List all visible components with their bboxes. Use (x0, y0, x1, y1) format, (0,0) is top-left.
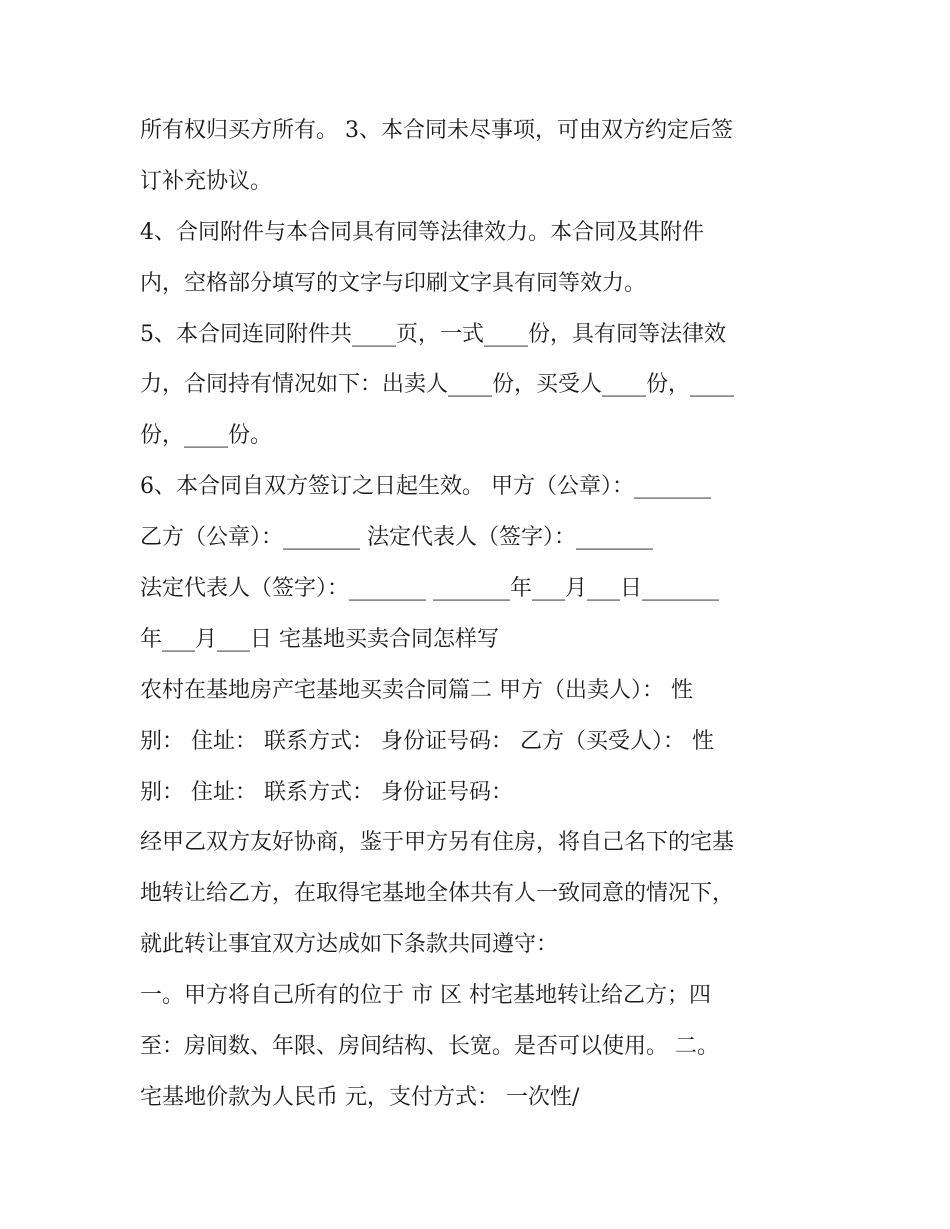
text-line: 6、本合同自双方签订之日起生效。 甲方（公章）：_______ (140, 474, 711, 500)
text-line: 法定代表人（签字）：_______ _______年___月___日_______ (140, 576, 719, 602)
text-line: 力，合同持有情况如下：出卖人____份，买受人____份，____ (140, 372, 735, 398)
text-line: 地转让给乙方，在取得宅基地全体共有人一致同意的情况下， (140, 881, 735, 907)
text-line: 别： 住址： 联系方式： 身份证号码： 乙方（买受人）： 性 (140, 728, 714, 754)
text-line: 宅基地价款为人民币 元，支付方式： 一次性/ (140, 1084, 580, 1110)
text-line: 至：房间数、年限、房间结构、长宽。是否可以使用。 二。 (140, 1034, 719, 1060)
text-line: 订补充协议。 (140, 168, 273, 194)
text-line: 别： 住址： 联系方式： 身份证号码： (140, 779, 513, 805)
text-line: 5、本合同连同附件共____页，一式____份，具有同等法律效 (140, 321, 726, 347)
text-line: 内，空格部分填写的文字与印刷文字具有同等效力。 (140, 270, 647, 296)
text-line: 4、合同附件与本合同具有同等法律效力。本合同及其附件 (140, 219, 704, 245)
text-line: 一。甲方将自己所有的位于 市 区 村宅基地转让给乙方；四 (140, 983, 711, 1009)
text-line: 年___月___日 宅基地买卖合同怎样写 (140, 626, 499, 652)
text-line: 就此转让事宜双方达成如下条款共同遵守： (140, 932, 559, 958)
text-line: 乙方（公章）：_______ 法定代表人（签字）：_______ (140, 525, 653, 551)
text-line: 农村在基地房产宅基地买卖合同篇二 甲方（出卖人）： 性 (140, 677, 693, 703)
contract-body-text (140, 106, 820, 1124)
text-line: 所有权归买方所有。 3、本合同未尽事项，可由双方约定后签 (140, 118, 733, 143)
text-line: 份，____份。 (140, 423, 273, 449)
text-line: 经甲乙双方友好协商，鉴于甲方另有住房，将自己名下的宅基 (140, 830, 735, 856)
